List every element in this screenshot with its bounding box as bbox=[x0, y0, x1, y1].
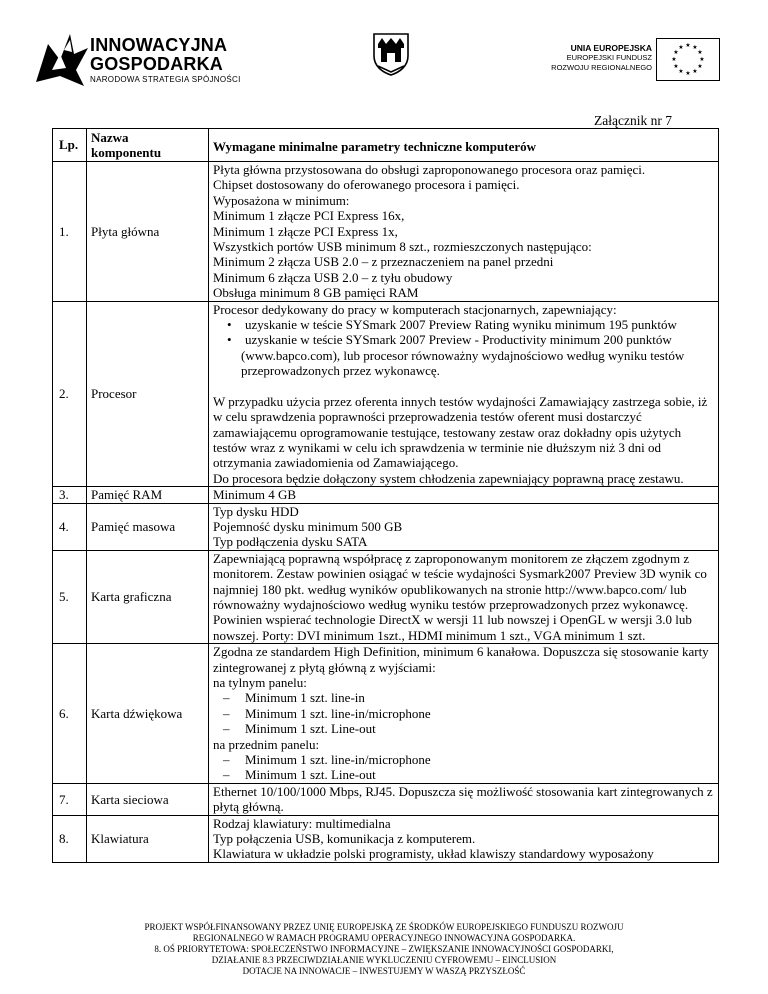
desc-line: Minimum 1 złącze PCI Express 16x, bbox=[213, 208, 405, 224]
desc-line: Wszystkich portów USB minimum 8 szt., rozmieszczonych następująco: bbox=[213, 239, 592, 255]
svg-text:★: ★ bbox=[671, 56, 677, 63]
footer-line: PROJEKT WSPÓŁFINANSOWANY PRZEZ UNIĘ EUROPEJSKĄ ZE ŚRODKÓW EUROPEJSKIEGO FUNDUSZU ROZWOJU bbox=[144, 922, 624, 932]
header-name bbox=[87, 129, 209, 162]
table-row bbox=[53, 783, 719, 815]
row-lp: 4. bbox=[53, 503, 87, 550]
svg-text:★: ★ bbox=[699, 56, 705, 63]
dash-item: – Minimum 1 szt. Line-out bbox=[213, 721, 716, 736]
desc-paragraph: Do procesora będzie dołączony system chłodzenia zapewniający poprawną pracę zestawu. bbox=[213, 470, 684, 486]
row-name: Pamięć RAM bbox=[87, 487, 209, 503]
desc-paragraph: W przypadku użycia przez oferenta innych testów wydajności Zamawiający zastrzega sobie, iż w celu sprawdzenia poprawności przeprowadzenia testów oferent musi dostarczyć zamawiającemu oprogramowanie testujące, testowany zestaw oraz dokładny opis użytych testów wraz z wynikami w celu ich sprawdzenia w terminie nie dłuższym niż 3 dni od otrzymania zawiadomienia od Zamawiającego. bbox=[213, 393, 708, 471]
desc-line: Minimum 6 złącza USB 2.0 – z tyłu obudowy bbox=[213, 269, 453, 285]
header-lp: Lp. bbox=[53, 129, 87, 162]
row-lp: 2. bbox=[53, 301, 87, 486]
coat-of-arms-icon bbox=[372, 32, 410, 76]
row-desc bbox=[209, 644, 719, 784]
row-lp: 3. bbox=[53, 487, 87, 503]
svg-text:★: ★ bbox=[678, 44, 684, 51]
table-row bbox=[53, 301, 719, 486]
row-lp: 8. bbox=[53, 815, 87, 862]
svg-text:★: ★ bbox=[685, 42, 691, 49]
desc-line: Płyta główna przystosowana do obsługi zaproponowanego procesora oraz pamięci. bbox=[213, 162, 646, 177]
footer-line: 8. OŚ PRIORYTETOWA: SPOŁECZEŃSTWO INFORMACYJNE – ZWIĘKSZANIE INNOWACYJNOŚCI GOSPODARKI, bbox=[154, 944, 614, 954]
footer-line: DZIAŁANIE 8.3 PRZECIWDZIAŁANIE WYKLUCZENIU CYFROWEMU – EINCLUSION bbox=[211, 955, 557, 965]
desc-intro: Zgodna ze standardem High Definition, minimum 6 kanałowa. Dopuszcza się stosowanie karty zintegrowanej z płytą główną z wyjściami: bbox=[213, 644, 709, 675]
row-name: Procesor bbox=[87, 301, 209, 486]
row-desc bbox=[209, 487, 719, 503]
table-row bbox=[53, 162, 719, 302]
header-name-line1: Nazwa bbox=[91, 129, 129, 145]
row-lp: 6. bbox=[53, 644, 87, 784]
row-desc bbox=[209, 162, 719, 302]
row-desc: Ethernet 10/100/1000 Mbps, RJ45. Dopuszcza się możliwość stosowania kart zintegrowanych z płytą główną. bbox=[209, 783, 719, 815]
desc-line: Typ dysku HDD bbox=[213, 503, 299, 519]
svg-text:★: ★ bbox=[673, 63, 679, 70]
header-desc: Wymagane minimalne parametry techniczne komputerów bbox=[209, 129, 719, 162]
desc-line: Wyposażona w minimum: bbox=[213, 192, 350, 208]
table-row bbox=[53, 503, 719, 550]
front-panel-label: na przednim panelu: bbox=[213, 736, 320, 752]
row-name: Karta graficzna bbox=[87, 550, 209, 643]
bullet-item: • uzyskanie w teście SYSmark 2007 Preview Rating wyniku minimum 195 punktów bbox=[213, 317, 716, 332]
spacer bbox=[213, 379, 716, 394]
row-desc bbox=[209, 301, 719, 486]
table-row bbox=[53, 550, 719, 643]
dash-item: – Minimum 1 szt. line-in/microphone bbox=[213, 706, 716, 721]
svg-text:★: ★ bbox=[673, 49, 679, 56]
svg-text:★: ★ bbox=[692, 44, 698, 51]
table-row bbox=[53, 815, 719, 862]
eu-line3: ROZWOJU REGIONALNEGO bbox=[551, 62, 652, 72]
desc-intro: Procesor dedykowany do pracy w komputerach stacjonarnych, zapewniający: bbox=[213, 301, 617, 317]
row-name: Klawiatura bbox=[87, 815, 209, 862]
eu-line2: EUROPEJSKI FUNDUSZ bbox=[566, 53, 652, 62]
svg-text:★: ★ bbox=[697, 63, 703, 70]
row-name: Karta dźwiękowa bbox=[87, 644, 209, 784]
desc-line: Typ połączenia USB, komunikacja z komputerem. bbox=[213, 831, 476, 847]
desc-line: Chipset dostosowany do oferowanego procesora i pamięci. bbox=[213, 177, 520, 193]
eu-line1: UNIA EUROPEJSKA bbox=[570, 43, 652, 53]
bullet-item: • uzyskanie w teście SYSmark 2007 Preview - Productivity minimum 200 punktów (www.bapco.com), lub procesor równoważny wydajnościowo według wyniku testów przeprowadzonych przez wykonawcę. bbox=[213, 332, 716, 378]
table-header-row bbox=[53, 129, 719, 162]
svg-text:★: ★ bbox=[697, 49, 703, 56]
page-footer bbox=[100, 922, 668, 977]
row-desc bbox=[209, 503, 719, 550]
row-lp: 5. bbox=[53, 550, 87, 643]
logo-line1: INNOWACYJNA bbox=[90, 35, 228, 55]
desc-line: Rodzaj klawiatury: multimedialna bbox=[213, 815, 391, 831]
dash-item: – Minimum 1 szt. line-in bbox=[213, 690, 716, 705]
attachment-label: Załącznik nr 7 bbox=[594, 113, 672, 128]
row-desc bbox=[209, 815, 719, 862]
desc-line: Minimum 4 GB bbox=[213, 487, 297, 503]
eu-text bbox=[548, 43, 652, 72]
row-name: Pamięć masowa bbox=[87, 503, 209, 550]
table-row bbox=[53, 644, 719, 784]
header-name-line2: komponentu bbox=[91, 145, 162, 160]
desc-line: Minimum 2 złącza USB 2.0 – z przeznaczeniem na panel przedni bbox=[213, 254, 554, 270]
svg-text:★: ★ bbox=[692, 68, 698, 75]
row-lp: 1. bbox=[53, 162, 87, 302]
footer-line: DOTACJE NA INNOWACJE – INWESTUJEMY W WASZĄ PRZYSZŁOŚĆ bbox=[242, 966, 526, 976]
page-header bbox=[0, 0, 768, 110]
spec-table bbox=[52, 128, 719, 863]
logo-text bbox=[90, 36, 241, 86]
desc-line: Typ podłączenia dysku SATA bbox=[213, 534, 368, 550]
row-lp: 7. bbox=[53, 783, 87, 815]
logo-line2: GOSPODARKA bbox=[90, 54, 224, 74]
eu-flag-icon bbox=[656, 38, 720, 81]
svg-text:★: ★ bbox=[678, 68, 684, 75]
dash-item: – Minimum 1 szt. line-in/microphone bbox=[213, 752, 716, 767]
desc-line: Pojemność dysku minimum 500 GB bbox=[213, 518, 403, 534]
row-name: Płyta główna bbox=[87, 162, 209, 302]
svg-text:★: ★ bbox=[685, 70, 691, 77]
row-desc: Zapewniającą poprawną współpracę z zaproponowanym monitorem ze złączem zgodnym z monitorem. Zestaw powinien osiągać w teście wydajności Sysmark2007 Preview 3D wynik co najmniej 180 pkt. według wyników opublikowanych na stronie http://www.bapco.com/ lub równoważny wydajnościowo według wyniku testów przeprowadzonych przez wykonawcę. Powinien wspierać technologie DirectX w wersji 11 lub nowszej i OpenGL w wersji 3.0 lub nowszej. Porty: DVI minimum 1szt., HDMI minimum 1 szt., VGA minimum 1 szt. bbox=[209, 550, 719, 643]
desc-line: Obsługa minimum 8 GB pamięci RAM bbox=[213, 285, 419, 301]
desc-line: Klawiatura w układzie polski programisty, układ klawiszy standardowy wyposażony bbox=[213, 846, 654, 862]
footer-line: REGIONALNEGO W RAMACH PROGRAMU OPERACYJNEGO INNOWACYJNA GOSPODARKA. bbox=[192, 933, 576, 943]
row-name: Karta sieciowa bbox=[87, 783, 209, 815]
table-row bbox=[53, 487, 719, 503]
dash-item: – Minimum 1 szt. Line-out bbox=[213, 767, 716, 782]
rear-panel-label: na tylnym panelu: bbox=[213, 675, 307, 690]
desc-line: Minimum 1 złącze PCI Express 1x, bbox=[213, 223, 398, 239]
logo-subtitle: NARODOWA STRATEGIA SPÓJNOŚCI bbox=[90, 75, 241, 84]
